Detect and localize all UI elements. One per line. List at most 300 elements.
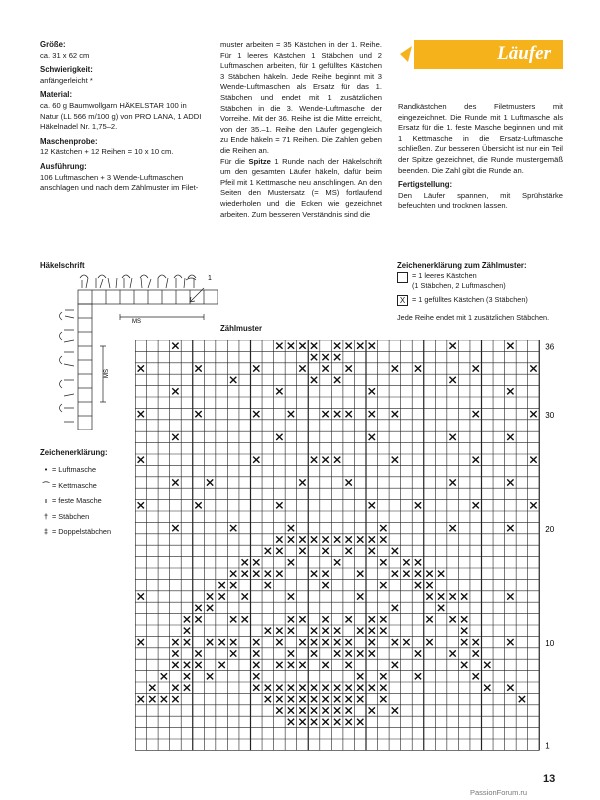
material-heading: Material: (40, 90, 73, 100)
filled-square (357, 343, 363, 349)
filled-square (507, 434, 513, 440)
filled-square (415, 559, 421, 565)
filled-square (334, 696, 340, 702)
filled-square (218, 582, 224, 588)
filled-square (172, 388, 178, 394)
edge-text: Randkästchen des Filetmusters mit eingezeichnet. Die Runde mit 1 Luftmasche als Ersatz für die 1. feste Masche beginnen und mit 1 Kettmasche in die Ersatz-Luftmasche schließen. Zur besseren Übersicht ist nur ein Teil der Spitze gezeichnet, die Runde mustergemäß beenden. Die Zahl gibt die Runde an. (398, 102, 563, 175)
symbol-label: = Stäbchen (52, 511, 90, 521)
filled-square (184, 628, 190, 634)
symbol-legend-item (40, 465, 96, 474)
filled-square (184, 662, 190, 668)
filled-square (357, 571, 363, 577)
filled-square (334, 639, 340, 645)
filled-square (311, 354, 317, 360)
symbol-glyph: ı (44, 496, 48, 505)
filled-square (172, 479, 178, 485)
filled-square (288, 536, 294, 542)
filled-square (299, 548, 305, 554)
filled-square (184, 639, 190, 645)
filled-square (195, 365, 201, 371)
filled-square (392, 571, 398, 577)
symbol-label: = Kettmasche (52, 480, 97, 490)
filled-square (218, 662, 224, 668)
filled-square (507, 388, 513, 394)
filled-square (346, 548, 352, 554)
filled-square (346, 662, 352, 668)
filled-square (346, 639, 352, 645)
filled-square (299, 616, 305, 622)
filled-square-symbol: X (397, 295, 408, 306)
filled-square (322, 548, 328, 554)
filled-square (484, 662, 490, 668)
filled-square (172, 685, 178, 691)
filled-square (403, 639, 409, 645)
column-finishing (398, 102, 563, 212)
filled-square (172, 434, 178, 440)
instructions-heading: Ausführung: (40, 161, 87, 171)
filled-square (473, 673, 479, 679)
filled-square (311, 639, 317, 645)
filled-square (253, 457, 259, 463)
filled-square (369, 628, 375, 634)
filled-square (242, 571, 248, 577)
filled-square (322, 536, 328, 542)
filled-square (438, 605, 444, 611)
title-banner (400, 40, 563, 69)
filled-square (138, 365, 144, 371)
filled-square (415, 650, 421, 656)
filled-square (265, 582, 271, 588)
symbol-glyph: • (44, 465, 48, 474)
filled-square (299, 685, 305, 691)
filled-square (449, 593, 455, 599)
filled-square (253, 639, 259, 645)
filled-square (334, 719, 340, 725)
symbol-legend-item (40, 496, 102, 505)
filled-square (426, 639, 432, 645)
filled-square (253, 411, 259, 417)
filled-square (369, 616, 375, 622)
filled-square (299, 639, 305, 645)
filled-square (276, 662, 282, 668)
filled-square (473, 411, 479, 417)
filled-square (449, 434, 455, 440)
filled-square (380, 696, 386, 702)
filled-square (253, 673, 259, 679)
filled-square (369, 343, 375, 349)
filled-square (322, 411, 328, 417)
filled-square (392, 662, 398, 668)
filled-square (311, 685, 317, 691)
filled-square (369, 502, 375, 508)
filled-square (449, 616, 455, 622)
filled-square (322, 457, 328, 463)
filled-square (207, 593, 213, 599)
filled-square (172, 662, 178, 668)
filled-square (322, 707, 328, 713)
filled-square (230, 650, 236, 656)
filled-square (357, 536, 363, 542)
filled-square (346, 365, 352, 371)
symbol-label: = Luftmasche (52, 465, 97, 474)
filled-square (276, 639, 282, 645)
row-label: 20 (545, 524, 555, 534)
filled-square (149, 685, 155, 691)
filled-square (288, 696, 294, 702)
filled-square (195, 411, 201, 417)
filled-square (519, 696, 525, 702)
filled-square (138, 593, 144, 599)
filled-square (230, 525, 236, 531)
filled-square (207, 673, 213, 679)
crochet-diagram-title: Häkelschrift (40, 261, 85, 270)
filled-square (507, 639, 513, 645)
finishing-text: Den Läufer spannen, mit Sprühstärke befeuchten und trocknen lassen. (398, 190, 563, 211)
filled-square (346, 479, 352, 485)
filled-square (415, 365, 421, 371)
filled-square (172, 650, 178, 656)
filled-square (334, 628, 340, 634)
filled-square (484, 685, 490, 691)
filled-square (299, 662, 305, 668)
filled-square (265, 685, 271, 691)
filled-square (288, 559, 294, 565)
filled-square (473, 650, 479, 656)
filled-square (253, 571, 259, 577)
filled-square (138, 457, 144, 463)
filled-square (380, 559, 386, 565)
filled-square (184, 616, 190, 622)
filled-square (149, 696, 155, 702)
filled-square (334, 377, 340, 383)
filled-square (357, 650, 363, 656)
filled-square (311, 457, 317, 463)
filled-square (426, 582, 432, 588)
filled-square (507, 685, 513, 691)
filled-square (369, 548, 375, 554)
filled-square (265, 548, 271, 554)
filled-square (346, 343, 352, 349)
filled-square (357, 593, 363, 599)
filled-square (288, 616, 294, 622)
filled-square (322, 628, 328, 634)
row-label: 30 (545, 410, 555, 420)
filled-square (369, 536, 375, 542)
filled-square (461, 662, 467, 668)
filled-square (392, 548, 398, 554)
filled-square (265, 696, 271, 702)
filled-square (507, 593, 513, 599)
filled-square (299, 536, 305, 542)
filled-square (288, 707, 294, 713)
filled-square (276, 707, 282, 713)
page-number: 13 (543, 773, 556, 785)
filled-square (449, 650, 455, 656)
filled-square (357, 719, 363, 725)
filled-square (507, 479, 513, 485)
filled-square (357, 673, 363, 679)
filled-square (461, 616, 467, 622)
filled-square (311, 650, 317, 656)
filled-square (288, 662, 294, 668)
filled-square (288, 685, 294, 691)
filled-square (415, 502, 421, 508)
filled-square (276, 536, 282, 542)
symbol-legend-title: Zeichenerklärung: (40, 448, 108, 457)
filled-square (299, 343, 305, 349)
symbol-glyph: ‡ (43, 527, 49, 536)
filled-square (311, 377, 317, 383)
finishing-heading: Fertigstellung: (398, 180, 453, 190)
filled-square (369, 388, 375, 394)
filled-square (207, 639, 213, 645)
filled-square (357, 696, 363, 702)
filled-square (346, 685, 352, 691)
chart-legend-title: Zeichenerklärung zum Zählmuster: (397, 261, 527, 270)
gauge-value: 12 Kästchen + 12 Reihen = 10 x 10 cm. (40, 147, 174, 157)
filled-square (346, 650, 352, 656)
filled-square (288, 593, 294, 599)
filled-square (288, 411, 294, 417)
filled-square (322, 354, 328, 360)
filled-square (253, 685, 259, 691)
filled-square (276, 548, 282, 554)
filled-square (461, 639, 467, 645)
filled-square (530, 411, 536, 417)
filled-square (322, 639, 328, 645)
filled-square (230, 616, 236, 622)
filled-square (403, 559, 409, 565)
filled-square (334, 536, 340, 542)
filled-square (473, 639, 479, 645)
filled-square (461, 628, 467, 634)
filled-square (195, 662, 201, 668)
filled-square (288, 525, 294, 531)
filled-square (207, 479, 213, 485)
filled-square (380, 673, 386, 679)
filled-square (369, 411, 375, 417)
symbol-label: = feste Masche (52, 496, 102, 505)
filled-square (138, 411, 144, 417)
filled-square (426, 593, 432, 599)
filled-square (299, 479, 305, 485)
filled-square (138, 696, 144, 702)
filled-square (253, 650, 259, 656)
filled-square (172, 525, 178, 531)
filled-square (346, 719, 352, 725)
filled-square (530, 502, 536, 508)
filled-square (230, 582, 236, 588)
filled-square (322, 696, 328, 702)
filled-square (184, 673, 190, 679)
site-watermark: PassionForum.ru (470, 788, 528, 797)
ms-label-top: MS (132, 319, 141, 325)
filled-square (346, 696, 352, 702)
filled-square (253, 559, 259, 565)
filled-square (334, 559, 340, 565)
filled-square (380, 685, 386, 691)
page-title: Läufer (497, 43, 551, 64)
filled-square (218, 639, 224, 645)
filled-square (449, 479, 455, 485)
filled-square (346, 707, 352, 713)
size-value: ca. 31 x 62 cm (40, 50, 90, 60)
filled-square (242, 593, 248, 599)
filled-square (195, 502, 201, 508)
filled-square (276, 685, 282, 691)
filled-square (322, 365, 328, 371)
filled-square (473, 365, 479, 371)
filled-square (449, 377, 455, 383)
filled-square (322, 571, 328, 577)
filled-square (276, 502, 282, 508)
filled-square (334, 343, 340, 349)
filled-square (311, 536, 317, 542)
filled-square (322, 685, 328, 691)
filled-square (380, 616, 386, 622)
filled-square (172, 343, 178, 349)
filled-square (346, 616, 352, 622)
filled-square (380, 582, 386, 588)
filled-square (242, 559, 248, 565)
filled-square (311, 628, 317, 634)
size-heading: Größe: (40, 40, 66, 49)
column-info (40, 40, 202, 194)
filled-square (161, 696, 167, 702)
filled-square (138, 502, 144, 508)
filled-square (426, 616, 432, 622)
filled-square (473, 502, 479, 508)
filled-square (334, 707, 340, 713)
symbol-legend-item (40, 481, 97, 491)
lace-text-c: 1 Runde nach der Häkelschrift um den gesamten Läufer häkeln, dafür beim Pfeil mit 1 Kettmasche neu anschlingen. An den Seiten den Mustersatz (= MS) fortlaufend wiederholen und die Ecken wie gezeichnet arbeiten. Zum besseren Verständnis sind die (220, 156, 382, 219)
instructions-continued: muster arbeiten = 35 Kästchen in der 1. Reihe. Für 1 leeres Kästchen 1 Stäbchen und 2 Luftmaschen arbeiten, für 1 gefülltes Kästchen 3 Stäbchen häkeln. Jede Reihe beginnt mit 3 Wende-Luftmaschen als Ersatz für das 1. Stäbchen und endet mit 1 zusätzlichen Stäbchen in die 3. Wende-Luftmasche der Vorreihe. Mit der 36. Reihe ist die Mitte erreicht, von der 35.–1. Reihe den Läufer gegengleich zu Ende häkeln = 71 Reihen. Die Zahlen geben die Reihen an. (220, 40, 382, 155)
column-instructions (220, 40, 382, 220)
filled-square (311, 707, 317, 713)
filled-square (184, 685, 190, 691)
filled-square (357, 685, 363, 691)
filled-square (311, 719, 317, 725)
symbol-glyph: ⌒ (42, 480, 50, 490)
filled-square (276, 571, 282, 577)
filled-square (299, 696, 305, 702)
filled-square (369, 639, 375, 645)
empty-square-symbol (397, 272, 408, 283)
filled-square (530, 365, 536, 371)
filled-square (334, 457, 340, 463)
filled-square (253, 365, 259, 371)
filled-square (403, 571, 409, 577)
filled-square (392, 457, 398, 463)
filled-square (438, 571, 444, 577)
filled-square (230, 639, 236, 645)
row-label: 1 (545, 741, 550, 751)
chart-title: Zählmuster (220, 324, 263, 333)
filled-square (392, 639, 398, 645)
material-value: ca. 60 g Baumwollgarn HÄKELSTAR 100 in Natur (LL 566 m/100 g) von PRO LANA, 1 ADDI Häkelnadel Nr. 1,75–2. (40, 100, 202, 132)
filled-square (369, 650, 375, 656)
filled-square (357, 628, 363, 634)
filled-square (346, 411, 352, 417)
difficulty-value: anfängerleicht * (40, 75, 93, 85)
filled-square (369, 434, 375, 440)
row-end-note: Jede Reihe endet mit 1 zusätzlichen Stäbchen. (397, 313, 550, 322)
filled-square (161, 673, 167, 679)
filled-square (311, 571, 317, 577)
ms-label-side: MS (104, 369, 110, 378)
filled-square (322, 719, 328, 725)
filled-square (172, 696, 178, 702)
filled-square (438, 593, 444, 599)
filled-square (299, 707, 305, 713)
filled-square (276, 696, 282, 702)
arrow-number: 1 (208, 275, 212, 282)
filled-square (334, 685, 340, 691)
filled-square (392, 605, 398, 611)
filled-square (276, 434, 282, 440)
filled-square (380, 525, 386, 531)
filled-square (253, 662, 259, 668)
filled-square (288, 650, 294, 656)
filled-square (265, 571, 271, 577)
filled-square (242, 616, 248, 622)
filled-square (230, 377, 236, 383)
filled-square (530, 457, 536, 463)
filled-square (426, 571, 432, 577)
empty-square-line2: (1 Stäbchen, 2 Luftmaschen) (412, 281, 506, 290)
filled-square (311, 696, 317, 702)
empty-square-line1: = 1 leeres Kästchen (412, 271, 477, 280)
filled-square (322, 582, 328, 588)
filled-square (195, 605, 201, 611)
lace-keyword: Spitze (248, 156, 271, 166)
filled-square (230, 571, 236, 577)
lace-text-a: Für die (220, 156, 249, 166)
symbol-label: = Doppelstäbchen (52, 527, 112, 536)
filled-square (207, 605, 213, 611)
filled-square (288, 719, 294, 725)
difficulty-heading: Schwierigkeit: (40, 65, 93, 75)
filled-square (449, 343, 455, 349)
filled-square (369, 707, 375, 713)
filled-square (507, 343, 513, 349)
filled-square (415, 571, 421, 577)
filled-square (334, 354, 340, 360)
filled-square (322, 662, 328, 668)
filled-square (473, 457, 479, 463)
filled-square (507, 525, 513, 531)
filled-square (311, 343, 317, 349)
filled-square (392, 411, 398, 417)
filled-square (334, 650, 340, 656)
filled-square (172, 639, 178, 645)
filled-square (288, 343, 294, 349)
filled-square (392, 365, 398, 371)
filled-square (276, 343, 282, 349)
filled-square (195, 650, 201, 656)
lace-edge-text (220, 157, 382, 221)
filled-square (276, 388, 282, 394)
filled-square (415, 582, 421, 588)
filled-square (276, 628, 282, 634)
filled-square (369, 685, 375, 691)
instructions-text: 106 Luftmaschen + 3 Wende-Luftmaschen anschlagen und nach dem Zählmuster im Filet- (40, 172, 199, 193)
filled-square (380, 628, 386, 634)
filled-square (449, 525, 455, 531)
filled-square (334, 411, 340, 417)
filled-square (299, 719, 305, 725)
filled-square (415, 673, 421, 679)
